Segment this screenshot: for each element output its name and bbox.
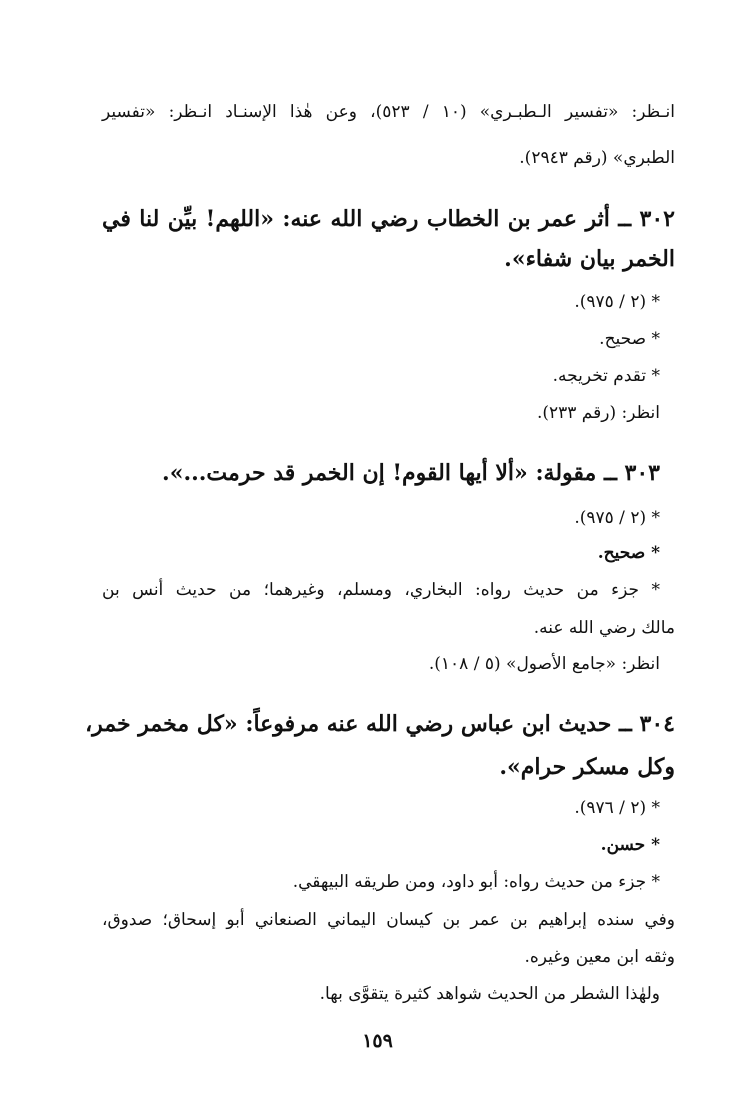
entry-302-reference: * (٢ / ٩٧٥).	[574, 292, 660, 312]
entry-303-heading: ٣٠٣ ــ مقولة: «ألا أيها القوم! إن الخمر قد حرمت...».	[162, 460, 660, 486]
entry-303-reference: * (٢ / ٩٧٥).	[574, 508, 660, 528]
entry-304-reference: * (٢ / ٩٧٦).	[574, 798, 660, 818]
intro-line-2: الطبري» (رقم ٢٩٤٣).	[519, 148, 675, 168]
entry-303-see-also: انظر: «جامع الأصول» (٥ / ١٠٨).	[428, 654, 660, 674]
page-number: ١٥٩	[362, 1030, 393, 1052]
entry-302-heading-line-2: الخمر بيان شفاء».	[504, 246, 675, 272]
entry-304-heading-line-2: وكل مسكر حرام».	[499, 754, 675, 780]
entry-304-note-2-line-1: وفي سنده إبراهيم بن عمر بن كيسان اليماني الصنعاني أبو إسحاق؛ صدوق،	[102, 910, 675, 930]
entry-302-grade: * صحيح.	[599, 329, 660, 349]
entry-303-grade: * صحيح.	[597, 543, 660, 563]
entry-302-note: * تقدم تخريجه.	[552, 366, 660, 386]
entry-304-heading-line-1: ٣٠٤ ــ حديث ابن عباس رضي الله عنه مرفوعاً: «كل مخمر خمر،	[85, 711, 675, 737]
entry-304-note-3: ولهٰذا الشطر من الحديث شواهد كثيرة يتقوَّى بها.	[319, 984, 660, 1004]
entry-304-grade: * حسن.	[600, 835, 660, 855]
entry-303-note-line-2: مالك رضي الله عنه.	[533, 618, 675, 638]
entry-302-see-also: انظر: (رقم ٢٣٣).	[536, 403, 660, 423]
entry-303-note-line-1: * جزء من حديث رواه: البخاري، ومسلم، وغيرهما؛ من حديث أنس بن	[102, 580, 660, 600]
entry-304-note-2-line-2: وثقه ابن معين وغيره.	[524, 947, 675, 967]
intro-line-1: انـظر: «تفسير الـطبـري» (١٠ / ٥٢٣)، وعن هٰذا الإسنـاد انـظر: «تفسير	[102, 102, 675, 122]
entry-302-heading-line-1: ٣٠٢ ــ أثر عمر بن الخطاب رضي الله عنه: «اللهم! بيِّن لنا في	[102, 206, 675, 232]
entry-304-note-1: * جزء من حديث رواه: أبو داود، ومن طريقه البيهقي.	[292, 872, 660, 892]
